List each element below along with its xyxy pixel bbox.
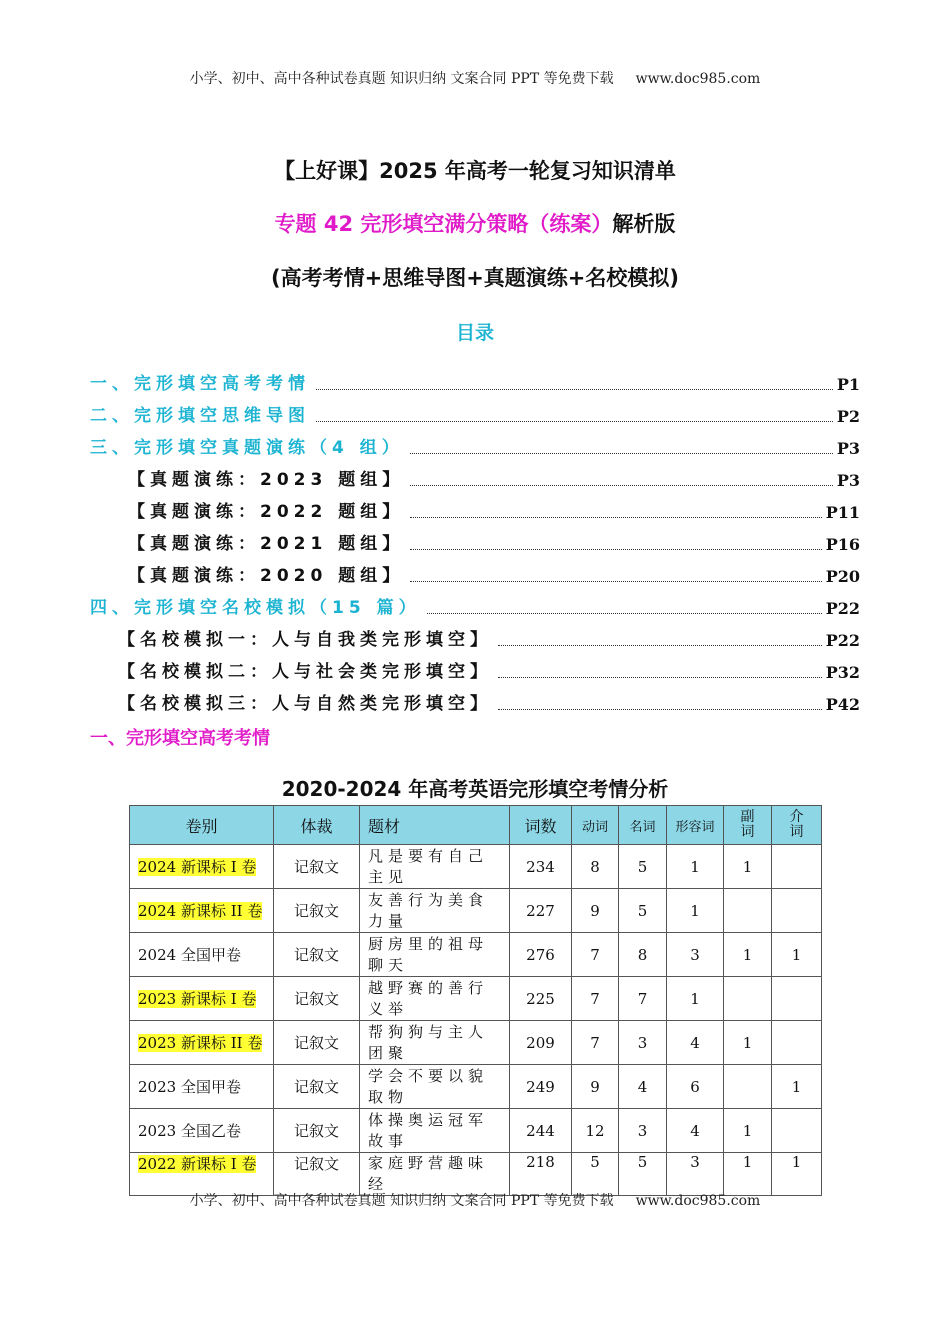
footer-url[interactable]: www.doc985.com <box>635 1193 761 1209</box>
toc-leader <box>427 612 822 614</box>
toc-item-label: 一、完形填空高考考情 <box>90 374 310 394</box>
cell-word-count: 227 <box>510 889 572 933</box>
cell-noun-count: 3 <box>619 1021 667 1065</box>
cell-verb-count: 7 <box>572 1021 619 1065</box>
cell-word-count: 209 <box>510 1021 572 1065</box>
toc-item-label: 二、完形填空思维导图 <box>90 406 310 426</box>
cell-adverb-count: 1 <box>724 1021 772 1065</box>
cell-word-count: 276 <box>510 933 572 977</box>
doc-subtitle <box>0 208 950 238</box>
cell-word-count: 218 <box>510 1153 572 1196</box>
cell-preposition-count <box>772 845 822 889</box>
toc-item-label: 三、完形填空真题演练（4 组） <box>90 438 404 458</box>
cell-word-count: 234 <box>510 845 572 889</box>
cell-adverb-count <box>724 1065 772 1109</box>
cell-noun-count: 5 <box>619 1153 667 1196</box>
cell-genre: 记叙文 <box>274 1065 360 1109</box>
table-header-row <box>130 806 822 845</box>
toc-item-label: 【真题演练：2021 题组】 <box>128 534 405 554</box>
cell-word-count: 225 <box>510 977 572 1021</box>
cell-adjective-count: 1 <box>667 889 724 933</box>
cell-paper <box>130 977 274 1021</box>
column-header: 名词 <box>619 806 667 845</box>
cell-verb-count: 8 <box>572 845 619 889</box>
toc-leader <box>498 644 822 646</box>
toc-item-page: P20 <box>825 567 860 586</box>
table-row <box>130 977 822 1021</box>
column-header: 介词 <box>772 806 822 845</box>
toc-item-label: 【名校模拟一：人与自我类完形填空】 <box>118 630 492 650</box>
cell-word-count: 249 <box>510 1065 572 1109</box>
highlighted-paper-name: 2024 新课标 I 卷 <box>138 858 257 876</box>
cell-adjective-count: 4 <box>667 1109 724 1153</box>
highlighted-paper-name: 2024 新课标 II 卷 <box>138 902 263 920</box>
cell-topic: 学会不要以貌取物 <box>360 1065 510 1109</box>
cell-genre: 记叙文 <box>274 889 360 933</box>
highlighted-paper-name: 2022 新课标 I 卷 <box>138 1155 257 1173</box>
toc-item-page: P22 <box>825 599 860 618</box>
column-header: 动词 <box>572 806 619 845</box>
column-header: 副词 <box>724 806 772 845</box>
toc-leader <box>498 708 822 710</box>
toc-leader <box>410 484 833 486</box>
cell-paper <box>130 889 274 933</box>
cell-noun-count: 5 <box>619 889 667 933</box>
doc-title: 【上好课】2025 年高考一轮复习知识清单 <box>274 159 676 183</box>
cell-adjective-count: 1 <box>667 845 724 889</box>
cell-noun-count: 4 <box>619 1065 667 1109</box>
cell-verb-count: 7 <box>572 977 619 1021</box>
cell-adverb-count: 1 <box>724 1153 772 1196</box>
cell-paper: 2023 全国甲卷 <box>130 1065 274 1109</box>
cell-paper: 2024 全国甲卷 <box>130 933 274 977</box>
toc-item[interactable] <box>90 588 860 620</box>
doc-subtitle-contents: (高考考情+思维导图+真题演练+名校模拟) <box>271 266 679 290</box>
toc-item[interactable] <box>90 428 860 460</box>
toc-item-page: P3 <box>836 471 860 490</box>
cell-word-count: 244 <box>510 1109 572 1153</box>
cell-adjective-count: 4 <box>667 1021 724 1065</box>
toc-item-page: P22 <box>825 631 860 650</box>
cell-paper <box>130 1021 274 1065</box>
column-header: 体裁 <box>274 806 360 845</box>
cell-verb-count: 5 <box>572 1153 619 1196</box>
table-row <box>130 1065 822 1109</box>
doc-subtitle-topic: 专题 42 完形填空满分策略（练案） <box>274 212 613 236</box>
cell-genre: 记叙文 <box>274 845 360 889</box>
toc-item-page: P1 <box>836 375 860 394</box>
toc-item-page: P3 <box>836 439 860 458</box>
cell-adjective-count: 3 <box>667 933 724 977</box>
table-row <box>130 889 822 933</box>
cell-topic: 体操奥运冠军故事 <box>360 1109 510 1153</box>
cell-topic: 厨房里的祖母聊天 <box>360 933 510 977</box>
toc-item-page: P32 <box>825 663 860 682</box>
toc-item-label: 【真题演练：2022 题组】 <box>128 502 405 522</box>
header-url[interactable]: www.doc985.com <box>635 71 761 87</box>
table-title: 2020-2024 年高考英语完形填空考情分析 <box>281 777 669 801</box>
cell-genre: 记叙文 <box>274 933 360 977</box>
toc-item-page: P16 <box>825 535 860 554</box>
cell-adverb-count: 1 <box>724 1109 772 1153</box>
toc-item-label: 【真题演练：2023 题组】 <box>128 470 405 490</box>
toc-item[interactable] <box>90 556 860 588</box>
cell-genre: 记叙文 <box>274 1021 360 1065</box>
highlighted-paper-name: 2023 新课标 II 卷 <box>138 1034 263 1052</box>
toc-item[interactable] <box>90 652 860 684</box>
page-footer <box>0 1190 950 1210</box>
highlighted-paper-name: 2023 新课标 I 卷 <box>138 990 257 1008</box>
exam-analysis-table <box>129 805 822 1196</box>
cell-topic: 凡是要有自己主见 <box>360 845 510 889</box>
toc-item[interactable] <box>90 492 860 524</box>
header-text: 小学、初中、高中各种试卷真题 知识归纳 文案合同 PPT 等免费下载 <box>189 71 614 87</box>
cell-adverb-count: 1 <box>724 933 772 977</box>
toc-leader <box>410 516 821 518</box>
toc-leader <box>410 548 821 550</box>
toc-item-page: P11 <box>825 503 860 522</box>
toc-item-label: 【真题演练：2020 题组】 <box>128 566 405 586</box>
cell-preposition-count <box>772 977 822 1021</box>
toc-leader <box>316 388 833 390</box>
column-header: 词数 <box>510 806 572 845</box>
cell-verb-count: 7 <box>572 933 619 977</box>
cell-noun-count: 3 <box>619 1109 667 1153</box>
cell-adjective-count: 6 <box>667 1065 724 1109</box>
cell-preposition-count <box>772 889 822 933</box>
table-row <box>130 933 822 977</box>
table-row <box>130 1109 822 1153</box>
cell-preposition-count: 1 <box>772 1065 822 1109</box>
toc-leader <box>410 452 833 454</box>
toc-item-label: 【名校模拟二：人与社会类完形填空】 <box>118 662 492 682</box>
cell-noun-count: 7 <box>619 977 667 1021</box>
column-header: 形容词 <box>667 806 724 845</box>
cell-verb-count: 12 <box>572 1109 619 1153</box>
cell-adjective-count: 1 <box>667 977 724 1021</box>
footer-text: 小学、初中、高中各种试卷真题 知识归纳 文案合同 PPT 等免费下载 <box>189 1193 614 1209</box>
cell-genre: 记叙文 <box>274 1109 360 1153</box>
cell-adverb-count <box>724 889 772 933</box>
cell-preposition-count <box>772 1021 822 1065</box>
cell-preposition-count: 1 <box>772 1153 822 1196</box>
section-heading: 一、完形填空高考考情 <box>90 728 270 749</box>
toc-item[interactable] <box>90 620 860 652</box>
toc-item-label: 【名校模拟三：人与自然类完形填空】 <box>118 694 492 714</box>
table-body <box>130 845 822 1196</box>
toc-heading: 目录 <box>455 322 494 344</box>
cell-topic: 越野赛的善行义举 <box>360 977 510 1021</box>
cell-paper: 2023 全国乙卷 <box>130 1109 274 1153</box>
table-row <box>130 845 822 889</box>
toc-leader <box>316 420 833 422</box>
column-header: 题材 <box>360 806 510 845</box>
doc-subtitle-version: 解析版 <box>612 212 676 236</box>
toc-item-page: P2 <box>836 407 860 426</box>
cell-adverb-count: 1 <box>724 845 772 889</box>
cell-noun-count: 5 <box>619 845 667 889</box>
toc-leader <box>498 676 822 678</box>
toc-item[interactable] <box>90 460 860 492</box>
cell-genre: 记叙文 <box>274 1153 360 1196</box>
toc-item-label: 四、完形填空名校模拟（15 篇） <box>90 598 421 618</box>
cell-paper <box>130 845 274 889</box>
cell-noun-count: 8 <box>619 933 667 977</box>
toc-item-page: P42 <box>825 695 860 714</box>
table-of-contents <box>90 364 860 716</box>
cell-verb-count: 9 <box>572 1065 619 1109</box>
cell-adverb-count <box>724 977 772 1021</box>
cell-adjective-count: 3 <box>667 1153 724 1196</box>
toc-item[interactable] <box>90 364 860 396</box>
cell-genre: 记叙文 <box>274 977 360 1021</box>
toc-item[interactable] <box>90 524 860 556</box>
toc-item[interactable] <box>90 684 860 716</box>
cell-verb-count: 9 <box>572 889 619 933</box>
cell-topic: 帮狗狗与主人团聚 <box>360 1021 510 1065</box>
column-header: 卷别 <box>130 806 274 845</box>
cell-preposition-count: 1 <box>772 933 822 977</box>
table-row <box>130 1021 822 1065</box>
cell-topic: 友善行为美食力量 <box>360 889 510 933</box>
toc-item[interactable] <box>90 396 860 428</box>
page-header <box>0 68 950 88</box>
cell-preposition-count <box>772 1109 822 1153</box>
toc-leader <box>410 580 821 582</box>
cell-topic: 家庭野营趣味经 <box>360 1153 510 1196</box>
